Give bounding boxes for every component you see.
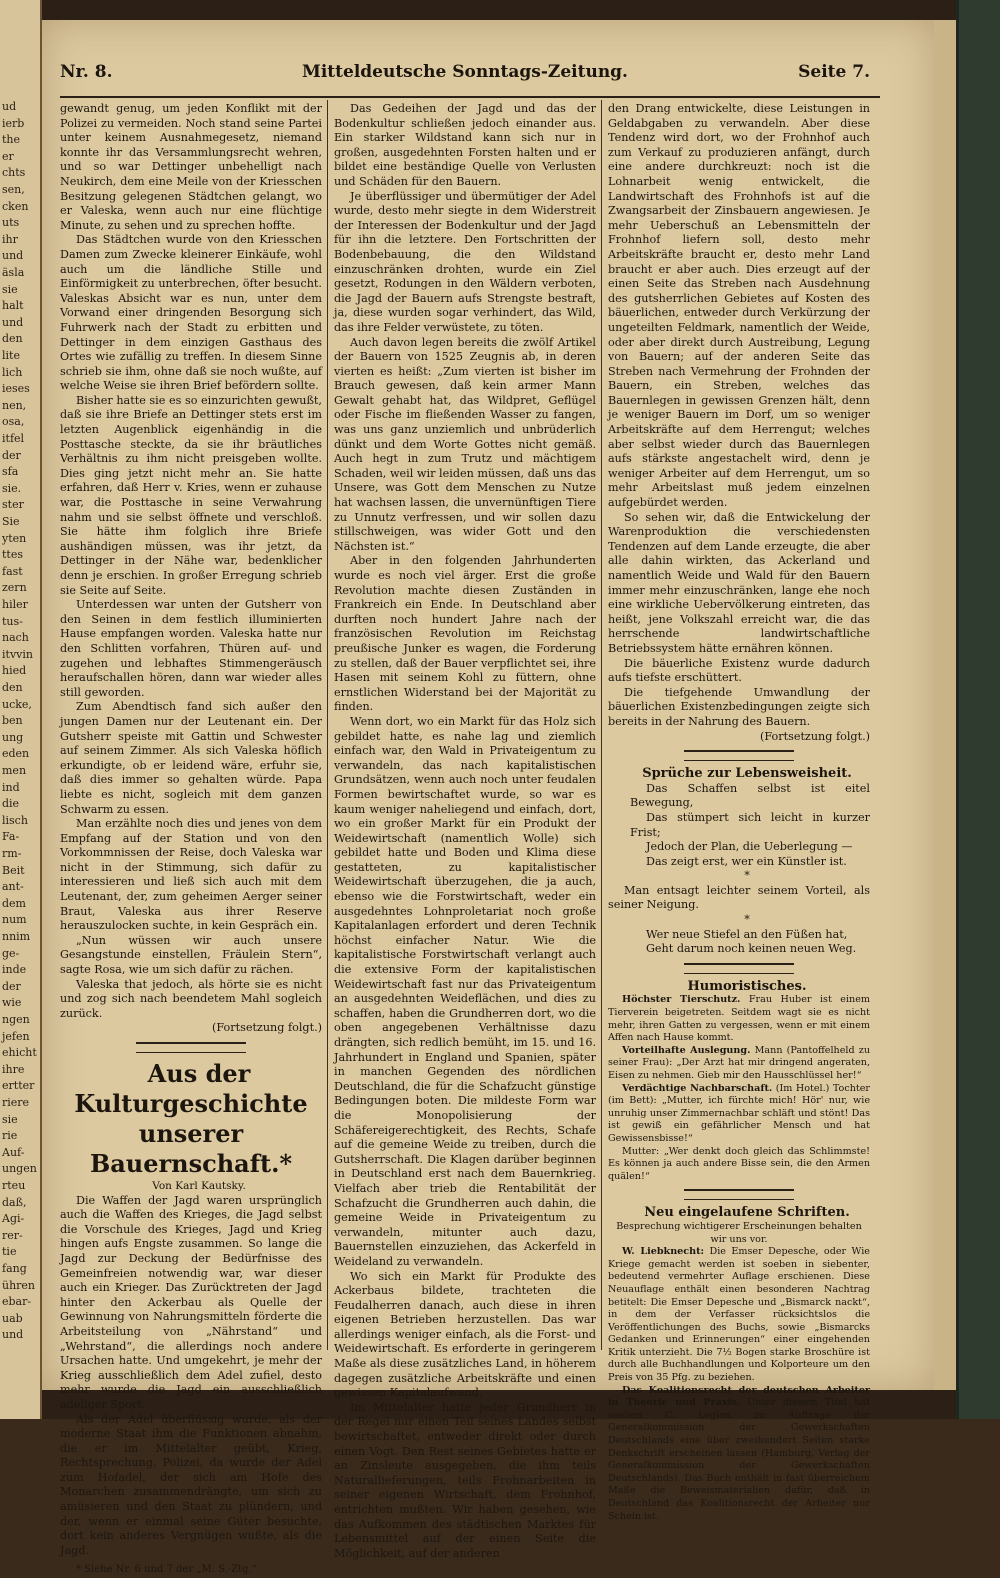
section-divider bbox=[684, 750, 794, 761]
adjacent-page-fragment: ster bbox=[2, 498, 24, 512]
adjacent-page-fragment: itvvin bbox=[2, 647, 33, 661]
adjacent-page-fragment: und bbox=[2, 1328, 24, 1342]
paragraph: Das Städtchen wurde von den Kriesschen Damen zum Zwecke kleinerer Einkäufe, wohl auch um die ländliche Stille und Einförmigkeit zu unterbrechen, öfter besucht. Valeskas Absicht war es nun, unter dem Vorwand einer dringenden Besorgung sich Fuhrwerk nach der Stadt zu erbitten und Dettinger in dem einzigen Gasthaus des Ortes wie zufällig zu treffen. In diesem Sinne schrieb sie ihm, ohne daß sie noch wußte, auf welche Weise sie ihren Brief befördern sollte. bbox=[60, 233, 322, 393]
adjacent-page-fragment: daß, bbox=[2, 1195, 27, 1209]
adjacent-page-fragment: und bbox=[2, 249, 24, 263]
paragraph: Wo sich ein Markt für Produkte des Ackerbaus bildete, trachteten die Feudalherren danach, auch diese in ihren eigenen Betrieben herzustellen. Das war allerdings weniger einfach, als die Forst- und Weidewirtschaft. Es erforderte in geringerem Maße als diese zusätzliches Land, in höherem dagegen zusätzliche Arbeitskräfte und einen gewissen Kapitalaufwand. bbox=[334, 1269, 596, 1400]
adjacent-page-fragment: sie bbox=[2, 1112, 18, 1126]
adjacent-page-fragment: Fa- bbox=[2, 830, 20, 844]
paragraph: Zum Abendtisch fand sich außer den jungen Damen nur der Leutenant ein. Der Gutsherr speiste mit Gattin und Schwester auf seinem Zimmer. Als sich Valeska höflich erkundigte, ob er leidend wäre, erfuhr sie, daß dies immer so gehalten würde. Papa liebte es nicht, sogleich mit dem ganzen Schwarm zu essen. bbox=[60, 700, 322, 816]
paragraph: Man erzählte noch dies und jenes von dem Empfang auf der Station und von den Vorkommnissen der Reise, doch Valeska war nicht in der Stimmung, sich dafür zu interessieren und ließ sich auch mit dem Leutenant, der, zum geheimen Aerger seiner Braut, Valeska aus ihrer Reserve herauszulocken suchte, in kein Gespräch ein. bbox=[60, 817, 322, 933]
joke-title: Vorteilhafte Auslegung. bbox=[622, 1044, 751, 1056]
paragraph: den Drang entwickelte, diese Leistungen in Geldabgaben zu verwandeln. Aber diese Tendenz wird dort, wo der Frohnhof auch zum Verkauf zu produzieren anfängt, durch eine andere durchkreuzt: noch ist die Lohnarbeit wenig entwickelt, die Landwirtschaft des Frohnhofs ist auf die Zwangsarbeit der Zinsbauern angewiesen. Je mehr Ueberschuß an Lebensmitteln der Frohnhof liefern soll, desto mehr Arbeitskräfte braucht er, desto mehr Land braucht er aber auch. Dies erzeugt auf der einen Seite das Streben nach Ausdehnung des gutsherrlichen Gebietes auf Kosten des bäuerlichen, entweder durch Verkürzung der ungeteilten Feldmark, namentlich der Weide, oder aber direkt durch Austreibung, Legung von Bauern; auf der anderen Seite das Streben nach Vermehrung der Frohnden der Bauern, ein Streben, welches das Bauernlegen in gewissen Grenzen hält, denn je weniger Bauern im Dorf, um so weniger Arbeitskräfte auf dem Herrengut; welches aber selbst wieder durch das Bauernlegen aufs stärkste angestachelt wird, denn je weniger Arbeiter auf dem Herrengut, um so mehr Arbeitslast muß jedem einzelnen aufgebürdet werden. bbox=[608, 102, 870, 510]
paragraph: „Nun wüssen wir auch unsere Gesangstunde einstellen, Fräulein Stern“, sagte Rosa, wie um sich dafür zu rächen. bbox=[60, 933, 322, 977]
page-number: Seite 7. bbox=[798, 62, 870, 82]
adjacent-page-edge bbox=[0, 0, 42, 1419]
adjacent-page-fragment: ehicht bbox=[2, 1046, 37, 1060]
adjacent-page-fragment: ihre bbox=[2, 1062, 25, 1076]
adjacent-page-fragment: der bbox=[2, 979, 21, 993]
adjacent-page-fragment: halt bbox=[2, 299, 24, 313]
paragraph: Wenn dort, wo ein Markt für das Holz sich gebildet hatte, es nahe lag und ziemlich einfach war, den Wald in Privateigentum zu verwandeln, das nach kapitalistischen Grundsätzen, wenn auch noch unter feudalen Formen bewirtschaftet wurde, so war es kaum weniger naheliegend und einfach, dort, wo ein großer Markt für ein Produkt der Weidewirtschaft (namentlich Wolle) sich gebildet hatte und Boden und Klima diese gestatteten, zu kapitalistischer Weidewirtschaft überzugehen, die ja auch, ebenso wie die Forstwirtschaft, weder ein ausgedehntes Lohnproletariat noch große Kapitalanlagen erfordert und deren Technik höchst einfacher Natur. Wie die kapitalistische Forstwirtschaft verlangt auch die extensive Form der kapitalistischen Weidewirtschaft fast nur das Privateigentum an ausgedehnten Weideflächen, und dies zu schaffen, haben die Grundherren dort, wo die oben angegebenen Verhältnisse dazu drängten, sich redlich bemüht, im 15. und 16. Jahrhundert in England und Spanien, später in manchen Gegenden des nördlichen Deutschland, die für die Schafzucht günstige Bedingungen boten. Die mildeste Form war die Monopolisierung der Schäfereigerechtigkeit, des Rechts, Schafe auf die gemeine Weide zu treiben, durch die Gutsherrschaft. Die Klagen darüber beginnen in Deutschland erst nach dem Bauernkrieg. Vielfach aber trieb die Rentabilität der Schafzucht die Grundherren auch dahin, die gemeine Weide in Privateigentum zu verwandeln, mitunter auch dazu, Bauernstellen einzuziehen, das Ackerfeld in Weideland zu verwandeln. bbox=[334, 714, 596, 1268]
adjacent-page-fragment: the bbox=[2, 133, 21, 147]
adjacent-page-fragment: Agi- bbox=[2, 1212, 25, 1226]
adjacent-page-fragment: der bbox=[2, 448, 21, 462]
newspaper-title: Mitteldeutsche Sonntags-Zeitung. bbox=[302, 62, 628, 82]
adjacent-page-fragment: nach bbox=[2, 631, 29, 645]
adjacent-page-fragment: ant- bbox=[2, 880, 24, 894]
adjacent-page-fragment: rteu bbox=[2, 1179, 26, 1192]
adjacent-page-fragment: chts bbox=[2, 166, 26, 180]
column-3 bbox=[608, 102, 870, 1523]
adjacent-page-fragment: riere bbox=[2, 1096, 30, 1109]
column-rule bbox=[601, 100, 602, 1350]
continuation-note: (Fortsetzung folgt.) bbox=[211, 1021, 322, 1035]
adjacent-page-fragment: Sie bbox=[2, 515, 20, 528]
adjacent-page-fragment: nen, bbox=[2, 398, 27, 412]
books-subtitle: Besprechung wichtigerer Erscheinungen behalten wir uns vor. bbox=[616, 1220, 862, 1245]
adjacent-page-fragment: ihr bbox=[2, 232, 18, 246]
verse-line: Jedoch der Plan, die Ueberlegung — bbox=[646, 840, 853, 854]
adjacent-page-fragment: itfel bbox=[2, 432, 25, 445]
adjacent-page-fragment: Auf- bbox=[2, 1145, 25, 1159]
adjacent-page-fragment: ühren bbox=[2, 1278, 36, 1292]
adjacent-page-fragment: die bbox=[2, 797, 20, 811]
adjacent-page-fragment: rer- bbox=[2, 1228, 23, 1242]
adjacent-page-fragment: cken bbox=[2, 199, 29, 213]
adjacent-page-fragment: ucke, bbox=[2, 697, 32, 711]
adjacent-page-fragment: äsla bbox=[2, 266, 25, 279]
paragraph: Auch davon legen bereits die zwölf Artikel der Bauern von 1525 Zeugnis ab, in deren vierten es heißt: „Zum vierten ist bisher im Brauch gewesen, daß kein armer Mann Gewalt gehabt hat, das Wildpret, Geflügel oder Fische im fließenden Wasser zu fangen, was uns ganz unziemlich und unbrüderlich dünkt und dem Worte Gottes nicht gemäß. Auch hegt in zum Trutz und mächtigem Schaden, weil wir leiden müssen, daß uns das Unsere, was Gott dem Menschen zu Nutze hat wachsen lassen, die unvernünftigen Tiere zu Unnutz verfressen, und wir sollen dazu stillschweigen, was wider Gott und den Nächsten ist.“ bbox=[334, 335, 596, 553]
adjacent-page-fragment: ungen bbox=[2, 1162, 37, 1176]
paragraph: gewandt genug, um jeden Konflikt mit der Polizei zu vermeiden. Noch stand seine Partei unter keinem Ausnahmegesetz, niemand konnte ihr das Versammlungsrecht wehren, und so war Dettinger unbehelligt nach Neukirch, dem eine Meile von der Kriesschen Besitzung gelegenen Städtchen gelangt, wo er Valeska, wenn auch nur eine flüchtige Minute, zu sehen und zu sprechen hoffte. bbox=[60, 102, 322, 232]
article-byline: Von Karl Kautsky. bbox=[152, 1180, 246, 1192]
humor-section bbox=[608, 994, 870, 1183]
adjacent-page-fragment: und bbox=[2, 315, 24, 329]
adjacent-page-fragment: sie. bbox=[2, 481, 22, 495]
adjacent-page-fragment: hied bbox=[2, 664, 27, 678]
adjacent-page-fragment: num bbox=[2, 913, 27, 927]
article-title: Aus der Kulturgeschichte unserer Bauernschaft.* bbox=[74, 1059, 308, 1178]
adjacent-page-fragment: fang bbox=[2, 1262, 27, 1275]
sayings-title: Sprüche zur Lebensweisheit. bbox=[642, 766, 852, 782]
adjacent-page-fragment: ind bbox=[2, 780, 20, 794]
paragraph: Die bäuerliche Existenz wurde dadurch aufs tiefste erschüttert. bbox=[608, 656, 870, 685]
humor-title: Humoristisches. bbox=[687, 978, 807, 994]
verse-line: Das zeigt erst, wer ein Künstler ist. bbox=[646, 854, 847, 868]
adjacent-page-fragment: Beit bbox=[2, 863, 25, 877]
section-divider bbox=[684, 963, 794, 974]
paragraph: Die Waffen der Jagd waren ursprünglich auch die Waffen des Krieges, die Jagd selbst die Vorschule des Krieges, Jagd und Krieg hingen aufs Engste zusammen. So lange die Jagd zur Deckung der Bedürfnisse des Gemeinfreien notwendig war, war dieser auch ein Krieger. Das Zurücktreten der Jagd hinter den Ackerbau als Quelle der Gewinnung von Nahrungsmitteln förderte die Arbeitsteilung von „Nährstand“ und „Wehrstand“, die allerdings noch andere Ursachen hatte. Und umgekehrt, je mehr der Krieg ausschließlich dem Adel zufiel, desto mehr wurde die Jagd ein ausschließlich adeliger Sport. bbox=[60, 1193, 322, 1411]
paragraph: Die tiefgehende Umwandlung der bäuerlichen Existenzbedingungen zeigte sich bereits in der Nahrung des Bauern. bbox=[608, 685, 870, 728]
adjacent-page-fragment: rie bbox=[2, 1129, 18, 1143]
adjacent-page-fragment: inde bbox=[2, 963, 27, 977]
paragraph: Je überflüssiger und übermütiger der Adel wurde, desto mehr siegte in dem Widerstreit der Interessen der Bodenkultur und der Jagd für ihn die letztere. Den Fortschritten der Bodenbebauung, die den Wildstand einzuschränken drohten, wurde ein Ziel gesetzt, Rodungen in den Wäldern verboten, die Jagd der Bauern aufs Strengste bestraft, ja, diese wurden sogar verhindert, das Wild, das ihre Felder verwüstete, zu töten. bbox=[334, 189, 596, 334]
adjacent-page-fragment: sie bbox=[2, 282, 18, 296]
adjacent-page-fragment: den bbox=[2, 681, 23, 694]
adjacent-page-fragment: ud bbox=[2, 100, 17, 113]
adjacent-page-fragment: ttes bbox=[2, 548, 23, 562]
paragraph: Im Mittelalter hatte jeder Grundherr in der Regel nur einen Teil seines Landes selbst bewirtschaftet, entweder direkt oder durch einen Vogt. Den Rest seines Gebietes hatte er an Zinsleute ausgegeben, die ihm teils Naturallieferungen, teils Frohnarbeiten in seiner eigenen Wirtschaft, dem Frohnhof, entrichten mußten. Wir haben gesehen, wie das Aufkommen des städtischen Marktes für Lebensmittel auf der einen Seite die Möglichkeit, auf der anderen bbox=[334, 1400, 596, 1560]
adjacent-page-fragment: tus- bbox=[2, 614, 23, 628]
paragraph: Valeska that jedoch, als hörte sie es nicht und zog sich nach beendetem Mahl sogleich zurück. bbox=[60, 977, 322, 1020]
paragraph: Bisher hatte sie es so einzurichten gewußt, daß sie ihre Briefe an Dettinger stets erst im letzten Augenblick eigenhändig in die Posttasche steckte, da sie ihr bräutliches Verhältnis zu ihm nicht preisgeben wollte. Dies ging jetzt nicht mehr an. Sie hatte erfahren, daß Herr v. Kries, wenn er zuhause war, die Posttasche in seine Verwahrung nahm und sie selbst öffnete und verschloß. Sie hätte ihm folglich ihre Briefe aushändigen müssen, was ihr jetzt, da Dettinger in der Nähe war, bedenklicher denn je erschien. In großer Erregung schrieb sie Seite auf Seite. bbox=[60, 393, 322, 597]
adjacent-page-fragment: ben bbox=[2, 714, 23, 728]
paragraph: Als der Adel überflüssig wurde, als der moderne Staat ihm die Funktionen abnahm, die er im Mittelalter geübt, Krieg, Rechtsprechung, Polizei, da wurde der Adel zum Hofadel, der sich am Hofe des Monarchen zusammendrängte, um sich zu amüsieren und den Staat zu plündern, und der, wenn er einmal seine Güter besuchte, dort kein anderes Vergnügen wußte, als die Jagd. bbox=[60, 1412, 322, 1557]
adjacent-page-fragment: men bbox=[2, 764, 27, 777]
asterism: * bbox=[744, 869, 750, 883]
adjacent-page-fragment: ebar- bbox=[2, 1295, 32, 1309]
column-2 bbox=[334, 102, 596, 1561]
adjacent-page-fragment: ge- bbox=[2, 946, 20, 960]
column-rule bbox=[327, 100, 328, 1350]
adjacent-page-fragment: yten bbox=[2, 531, 27, 545]
adjacent-page-fragment: fast bbox=[2, 564, 23, 578]
adjacent-page-fragment: rm- bbox=[2, 847, 22, 860]
adjacent-page-fragment: uab bbox=[2, 1311, 23, 1325]
paragraph: Das Gedeihen der Jagd und das der Bodenkultur schließen jedoch einander aus. Ein starker Wildstand kann sich nur in großen, ausgedehnten Forsten halten und er bildet eine beständige Quelle von Verlusten und Schäden für den Bauern. bbox=[334, 102, 596, 188]
adjacent-page-fragment: lite bbox=[2, 349, 20, 362]
adjacent-page-fragment: sen, bbox=[2, 183, 25, 196]
adjacent-page-fragment: nnim bbox=[2, 930, 31, 943]
joke-title: Höchster Tierschutz. bbox=[622, 994, 741, 1006]
adjacent-page-fragment: jefen bbox=[2, 1029, 30, 1043]
adjacent-page-fragment: ieses bbox=[2, 382, 30, 396]
continuation-note: (Fortsetzung folgt.) bbox=[759, 729, 870, 743]
adjacent-page-fragment: ierb bbox=[2, 116, 25, 130]
adjacent-page-fragment: uts bbox=[2, 216, 20, 230]
adjacent-page-fragment: eden bbox=[2, 747, 30, 761]
issue-number: Nr. 8. bbox=[60, 62, 113, 82]
column-1 bbox=[60, 102, 322, 1578]
book-cover-edge bbox=[956, 0, 1000, 1419]
books-title: Neu eingelaufene Schriften. bbox=[644, 1205, 850, 1221]
asterism: * bbox=[744, 913, 750, 927]
joke-text: Mann (Pantoffelheld zu seiner Frau): „Der Arzt hat mir dringend angeraten, Eisen zu nehmen. Gieb mir den Hausschlüssel her!“ bbox=[608, 1044, 870, 1081]
book-title: W. Liebknecht: bbox=[622, 1246, 705, 1258]
adjacent-page-fragment: zern bbox=[2, 581, 27, 595]
joke-text: Frau Huber ist einem Tierverein beigetreten. Seitdem wagt sie es nicht mehr, ihren Gatten zu vergessen, wenn er mit einem Affen nach Hause kommt. bbox=[608, 994, 870, 1044]
page-edge-stack bbox=[934, 20, 956, 1390]
paragraph: Unterdessen war unten der Gutsherr von den Seinen in dem festlich illuminierten Hause empfangen worden. Valeska hatte nur den Schlitten vorfahren, Thüren auf- und zugehen und lebhaftes Stimmengeräusch heraufschallen hören, dann war wieder alles still geworden. bbox=[60, 598, 322, 699]
adjacent-page-fragment: osa, bbox=[2, 415, 25, 429]
verse-line: Wer neue Stiefel an den Füßen hat, bbox=[646, 927, 848, 941]
adjacent-page-fragment: ertter bbox=[2, 1079, 35, 1093]
footnote: * Siehe Nr. 6 und 7 der „M. S.-Ztg.“ bbox=[60, 1558, 322, 1578]
adjacent-page-fragment: lisch bbox=[2, 813, 28, 827]
saying: Man entsagt leichter seinem Vorteil, als seiner Neigung. bbox=[608, 883, 870, 912]
header-rule bbox=[60, 96, 880, 98]
book-text: Die Emser Depesche, oder Wie Kriege gemacht werden ist soeben in siebenter, bedeutend vermehrter Auflage erschienen. Diese Neuauflage enthält einen besonderen Nachtrag betitelt: Die Emser Depesche und „Bismarck nackt“, in dem der Verfasser rücksichtslos die Veröffentlichungen des Buchs, sowie „Bismarcks Gedanken und Erinnerungen“ einer eingehenden Kritik unterzieht. Die 7½ Bogen starke Broschüre ist durch alle Buchhandlungen und Kolporteure um den Preis von 35 Pfg. zu beziehen. bbox=[608, 1246, 870, 1384]
adjacent-page-fragment: hiler bbox=[2, 598, 28, 611]
adjacent-page-fragment: wie bbox=[2, 996, 22, 1010]
adjacent-page-fragment: ung bbox=[2, 730, 24, 744]
adjacent-page-fragment: den bbox=[2, 332, 23, 346]
adjacent-page-fragment: er bbox=[2, 149, 14, 163]
adjacent-page-fragment: dem bbox=[2, 896, 26, 910]
book-text: Unter diesem Titel hat soeben C. Legien im Auftrage der Generalkommission der Gewerkschaften Deutschlands eine über zweihundert Seiten starke Denkschrift erscheinen lassen (Hamburg, Verlag der Generalkommission der Gewerkschaften Deutschlands). Das Buch enthält in fast überreichem Maße die Beweismaterialien dafür, daß in Deutschland das Koalitionsrecht der Arbeiter nur Schein ist. bbox=[608, 1397, 870, 1522]
adjacent-page-fragment: sfa bbox=[2, 465, 19, 479]
verse-line: Das stümpert sich leicht in kurzer Frist; bbox=[630, 810, 870, 839]
adjacent-page-fragment: lich bbox=[2, 365, 23, 379]
joke-text: (Im Hotel.) Tochter (im Bett): „Mutter, ich fürchte mich! Hör' nur, wie unruhig unser Zimmernachbar schläft und stönt! Das ist gewiß ein gefährlicher Mensch und hat Gewissensbisse!“ bbox=[608, 1082, 870, 1144]
adjacent-page-fragment: tie bbox=[2, 1245, 17, 1259]
section-divider bbox=[136, 1042, 246, 1053]
paragraph: Aber in den folgenden Jahrhunderten wurde es noch viel ärger. Erst die große Revolution machte diesen Zuständen in Frankreich ein Ende. In Deutschland aber durften noch hundert Jahre nach der französischen Revolution im Reichstag preußische Junker es wagen, die Forderung zu stellen, daß der Bauer verpflichtet sei, ihre Hasen mit seinem Kohl zu füttern, ohne ernstlichen Widerstand bei der Majorität zu finden. bbox=[334, 554, 596, 714]
books-section bbox=[608, 1221, 870, 1523]
paragraph: So sehen wir, daß die Entwickelung der Warenproduktion die verschiedensten Tendenzen auf dem Lande erzeugte, die aber alle dahin wirkten, das Ackerland und namentlich Weide und Wald für den Bauern immer mehr einzuschränken, lange ehe noch eine wirkliche Uebervölkerung eintreten, das heißt, jene Volkszahl erreicht war, die das herrschende landwirtschaftliche Betriebssystem hätte ernähren können. bbox=[608, 510, 870, 655]
page-header bbox=[60, 62, 870, 90]
joke-title: Verdächtige Nachbarschaft. bbox=[622, 1082, 773, 1094]
verse-line: Geht darum noch keinen neuen Weg. bbox=[646, 942, 857, 956]
section-divider bbox=[684, 1189, 794, 1200]
joke-text: Mutter: „Wer denkt doch gleich das Schlimmste! Es können ja auch andere Bisse sein, die den Armen quälen!“ bbox=[608, 1145, 870, 1182]
book-title: Das Koalitionsrecht der deutschen Arbeiter in Theorie und Praxis. bbox=[608, 1384, 870, 1409]
adjacent-page-fragment: ngen bbox=[2, 1013, 30, 1026]
verse-line: Das Schaffen selbst ist eitel Bewegung, bbox=[630, 781, 870, 810]
